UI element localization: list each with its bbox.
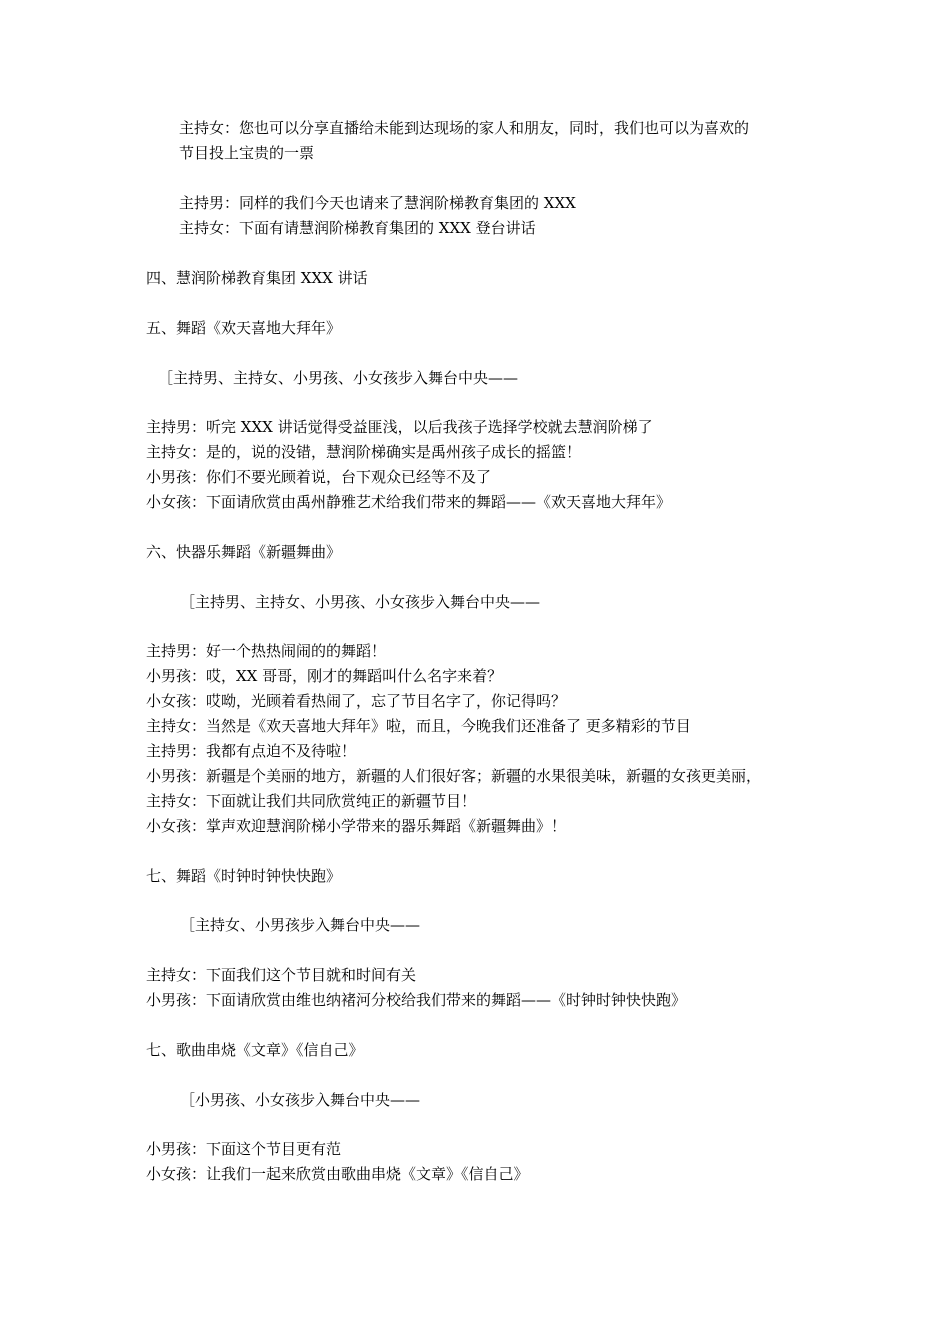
stage-direction: ［主持女、小男孩步入舞台中央——	[180, 916, 421, 934]
dialogue-line: 主持女：下面我们这个节目就和时间有关	[146, 966, 417, 984]
section-heading: 六、快器乐舞蹈《新疆舞曲》	[146, 543, 342, 561]
dialogue-line: 小男孩：你们不要光顾着说，台下观众已经等不及了	[146, 468, 492, 486]
dialogue-line: 主持男：听完 XXX 讲话觉得受益匪浅，以后我孩子选择学校就去慧润阶梯了	[146, 418, 653, 436]
dialogue-line: 主持女：下面有请慧润阶梯教育集团的 XXX 登台讲话	[179, 219, 536, 237]
dialogue-line: 小女孩：掌声欢迎慧润阶梯小学带来的器乐舞蹈《新疆舞曲》！	[146, 817, 567, 835]
section-heading: 四、慧润阶梯教育集团 XXX 讲话	[146, 269, 368, 287]
dialogue-line: 主持女：是的，说的没错，慧润阶梯确实是禹州孩子成长的摇篮！	[146, 443, 582, 461]
dialogue-line: 小男孩：新疆是个美丽的地方，新疆的人们很好客；新疆的水果很美味，新疆的女孩更美丽，	[146, 767, 762, 785]
section-heading: 七、舞蹈《时钟时钟快快跑》	[146, 867, 342, 885]
stage-direction: ［主持男、主持女、小男孩、小女孩步入舞台中央——	[158, 369, 519, 387]
dialogue-line: 主持女：当然是《欢天喜地大拜年》啦，而且，今晚我们还准备了 更多精彩的节目	[146, 717, 691, 735]
dialogue-line: 主持女：您也可以分享直播给未能到达现场的家人和朋友，同时，我们也可以为喜欢的	[179, 119, 750, 137]
dialogue-line: 小男孩：下面请欣赏由维也纳褚河分校给我们带来的舞蹈——《时钟时钟快快跑》	[146, 991, 687, 1009]
dialogue-line: 节目投上宝贵的一票	[179, 144, 315, 162]
dialogue-line: 小男孩：哎，XX 哥哥，刚才的舞蹈叫什么名字来着？	[146, 667, 503, 685]
section-heading: 五、舞蹈《欢天喜地大拜年》	[146, 319, 342, 337]
dialogue-line: 主持女：下面就让我们共同欣赏纯正的新疆节目！	[146, 792, 477, 810]
dialogue-line: 小女孩：下面请欣赏由禹州静雅艺术给我们带来的舞蹈——《欢天喜地大拜年》	[146, 493, 672, 511]
dialogue-line: 主持男：好一个热热闹闹的的舞蹈！	[146, 642, 387, 660]
section-heading: 七、歌曲串烧《文章》《信自己》	[146, 1041, 364, 1059]
dialogue-line: 小男孩：下面这个节目更有范	[146, 1140, 342, 1158]
dialogue-line: 小女孩：哎呦，光顾着看热闹了，忘了节目名字了，你记得吗？	[146, 692, 567, 710]
stage-direction: ［主持男、主持女、小男孩、小女孩步入舞台中央——	[180, 593, 541, 611]
dialogue-line: 主持男：我都有点迫不及待啦！	[146, 742, 357, 760]
dialogue-line: 小女孩：让我们一起来欣赏由歌曲串烧《文章》《信自己》	[146, 1165, 529, 1183]
stage-direction: ［小男孩、小女孩步入舞台中央——	[180, 1091, 421, 1109]
dialogue-line: 主持男：同样的我们今天也请来了慧润阶梯教育集团的 XXX	[179, 194, 576, 212]
